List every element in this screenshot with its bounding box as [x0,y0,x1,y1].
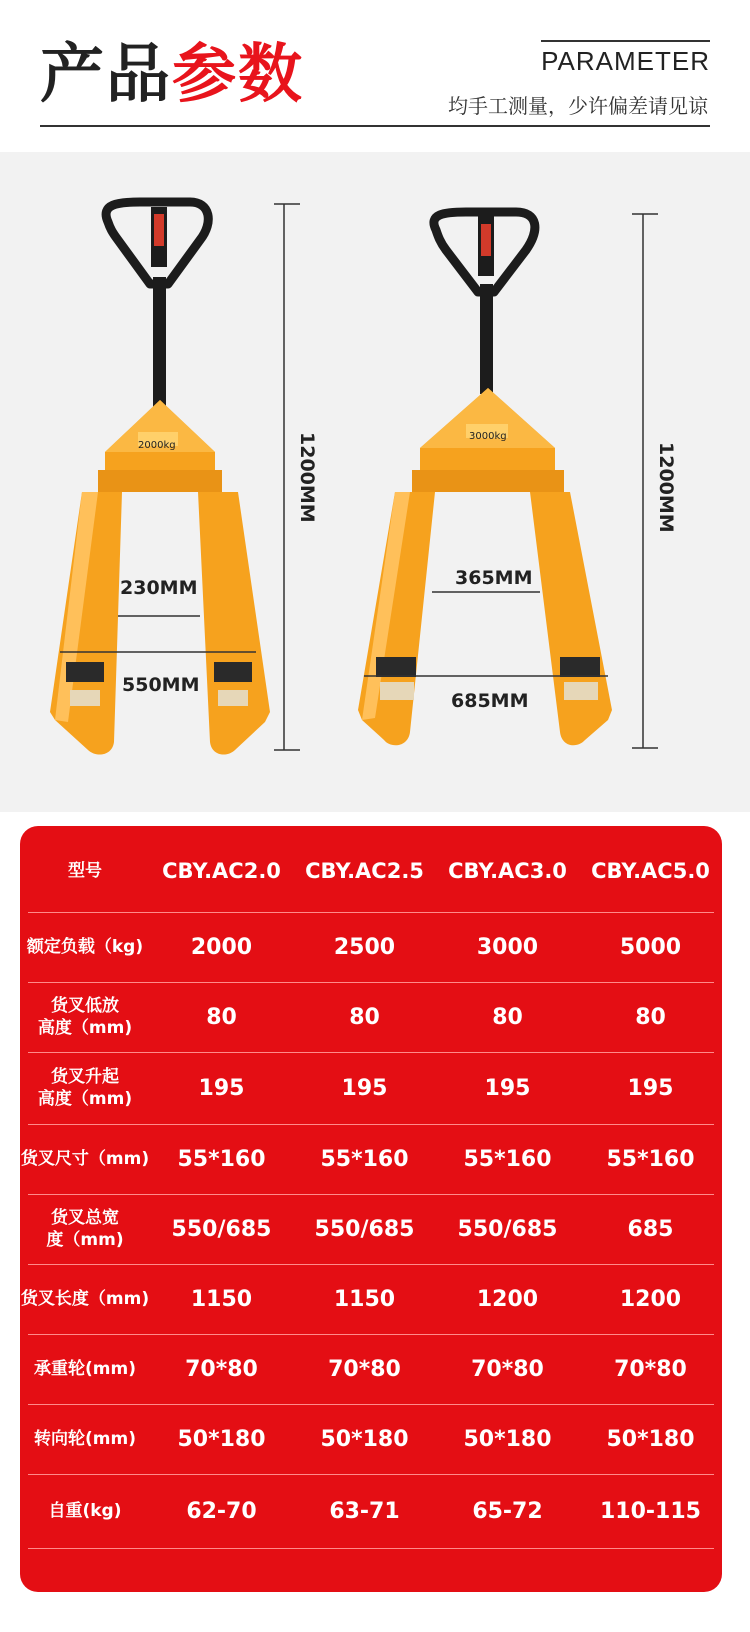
outer-width-left: 550MM [122,674,200,696]
english-title: PARAMETER [541,40,710,77]
capacity-plate-right: 3000kg [469,431,507,442]
table-cell: 80 [492,1004,523,1030]
row-label-line: 度（mm) [46,1230,124,1250]
table-row [20,1196,722,1262]
row-label [20,1207,150,1251]
table-cell: 1150 [333,1286,396,1312]
parameter-table [20,826,722,1592]
table-cell: 3000 [476,934,539,960]
row-divider [28,1548,714,1549]
table-cell: 62-70 [186,1498,257,1524]
table-cell: 1200 [476,1286,539,1312]
table-cell: 50*180 [177,1426,266,1452]
table-cell: 70*80 [471,1356,544,1382]
model-name: CBY.AC5.0 [591,859,710,883]
header-label: 型号 [68,861,102,881]
row-label [20,995,150,1039]
row-label [20,1358,150,1380]
row-label-line: 高度（mm) [37,1018,133,1038]
table-row [20,914,722,980]
capacity-plate-left: 2000kg [138,440,176,451]
row-label-line: 自重(kg) [48,1501,122,1521]
table-cell: 70*80 [328,1356,401,1382]
table-cell: 50*180 [606,1426,695,1452]
row-divider [28,982,714,983]
title-part-1: 产品 [40,38,172,112]
table-cell: 70*80 [614,1356,687,1382]
table-row [20,1476,722,1546]
table-cell: 55*160 [320,1146,409,1172]
pallet-jack-illustration [0,152,750,812]
table-row [20,1336,722,1402]
height-right: 1200MM [655,442,677,533]
row-label-line: 承重轮(mm) [34,1359,136,1379]
table-cell: 550/685 [171,1216,272,1242]
row-divider [28,1052,714,1053]
page-title [40,38,304,112]
table-cell: 80 [635,1004,666,1030]
row-label-line: 货叉尺寸（mm) [20,1149,150,1169]
row-label-line: 货叉总宽 [51,1208,119,1228]
table-row [20,1406,722,1472]
row-label-line: 转向轮(mm) [34,1429,136,1449]
table-row [20,1266,722,1332]
table-cell: 55*160 [177,1146,266,1172]
table-cell: 55*160 [606,1146,695,1172]
table-cell: 195 [484,1075,531,1101]
row-divider [28,1124,714,1125]
table-cell: 2000 [190,934,253,960]
inner-width-right: 365MM [455,567,533,589]
row-label [20,1288,150,1310]
table-cell: 80 [349,1004,380,1030]
pallet-jack-right [358,212,658,748]
model-name: CBY.AC2.5 [305,859,424,883]
outer-width-right: 685MM [451,690,529,712]
table-cell: 65-72 [472,1498,543,1524]
table-cell: 1200 [619,1286,682,1312]
table-cell: 50*180 [320,1426,409,1452]
row-label [20,1428,150,1450]
row-label [20,936,150,958]
table-cell: 55*160 [463,1146,552,1172]
table-cell: 1150 [190,1286,253,1312]
table-cell: 80 [206,1004,237,1030]
table-header-row [20,846,722,896]
table-cell: 2500 [333,934,396,960]
table-cell: 550/685 [457,1216,558,1242]
inner-width-left: 230MM [120,577,198,599]
table-cell: 110-115 [600,1498,701,1524]
table-row [20,1054,722,1122]
table-cell: 5000 [619,934,682,960]
header-divider [40,125,710,127]
row-label-line: 货叉升起 [51,1067,119,1087]
table-cell: 195 [627,1075,674,1101]
row-divider [28,1194,714,1195]
table-cell: 50*180 [463,1426,552,1452]
table-cell: 70*80 [185,1356,258,1382]
row-divider [28,1334,714,1335]
row-label [20,1066,150,1110]
table-row [20,1126,722,1192]
model-name: CBY.AC2.0 [162,859,281,883]
row-label-line: 货叉长度（mm) [20,1289,150,1309]
product-photo-area [0,152,750,812]
row-label [20,1500,150,1522]
table-cell: 195 [341,1075,388,1101]
row-divider [28,1474,714,1475]
model-name: CBY.AC3.0 [448,859,567,883]
row-label-line: 高度（mm) [37,1089,133,1109]
table-cell: 195 [198,1075,245,1101]
row-divider [28,1264,714,1265]
table-cell: 63-71 [329,1498,400,1524]
table-cell: 550/685 [314,1216,415,1242]
row-label-line: 货叉低放 [51,996,119,1016]
title-part-2: 参数 [172,38,304,112]
table-row [20,984,722,1050]
measurement-note: 均手工测量，少许偏差请见谅 [448,94,708,118]
row-divider [28,1404,714,1405]
page-header [0,0,750,150]
pallet-jack-left [50,202,300,755]
table-cell: 685 [627,1216,674,1242]
row-label-line: 额定负载（kg) [26,937,144,957]
height-left: 1200MM [296,432,318,523]
row-divider [28,912,714,913]
row-label [20,1148,150,1170]
